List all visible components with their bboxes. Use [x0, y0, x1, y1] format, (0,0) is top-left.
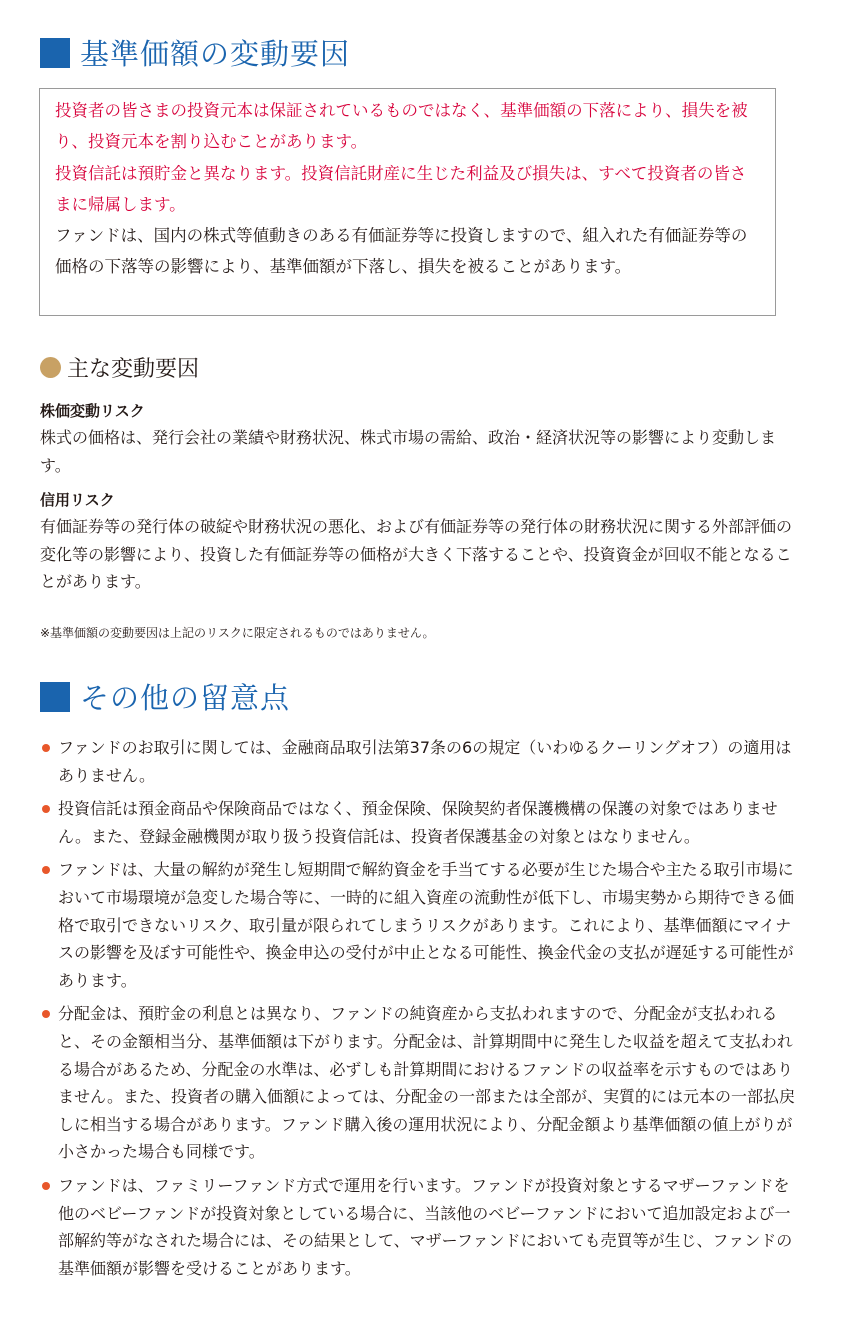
list-item-text: 投資信託は預金商品や保険商品ではなく、預金保険、保険契約者保護機構の保護の対象ではありません。また、登録金融機関が取り扱う投資信託は、投資者保護基金の対象とはなりません。: [58, 799, 778, 846]
section-title-other-notes: [40, 676, 290, 717]
bullet-dot-icon: [42, 1010, 50, 1018]
gold-circle-icon: [40, 357, 61, 378]
list-item-text: 分配金は、預貯金の利息とは異なり、ファンドの純資産から支払われますので、分配金が支払われると、その金額相当分、基準価額は下がります。分配金は、計算期間中に発生した収益を超えて支払われる場合があるため、分配金の水準は、必ずしも計算期間におけるファンドの収益率を示すものではありません。また、投資者の購入価額によっては、分配金の一部または全部が、実質的には元本の一部払戻しに相当する場合があります。ファンド購入後の運用状況により、分配金額より基準価額の値上がりが小さかった場合も同様です。: [58, 1004, 795, 1162]
other-notes-list: [40, 734, 802, 1288]
main-factors-heading: [40, 352, 199, 383]
blue-square-icon: [40, 682, 70, 712]
section-title-fluctuation: [40, 32, 350, 73]
risk-description: 有価証券等の発行体の破綻や財務状況の悪化、および有価証券等の発行体の財務状況に関する外部評価の変化等の影響により、投資した有価証券等の価格が大きく下落することや、投資資金が回収不能となることがあります。: [40, 517, 793, 591]
bullet-dot-icon: [42, 866, 50, 874]
list-item: [40, 795, 802, 850]
risk-notice-box: [39, 88, 776, 316]
list-item-text: ファンドは、大量の解約が発生し短期間で解約資金を手当てする必要が生じた場合や主たる取引市場において市場環境が急変した場合等に、一時的に組入資産の流動性が低下し、市場実勢から期待できる価格で取引できないリスク、取引量が限られてしまうリスクがあります。これにより、基準価額にマイナスの影響を及ぼす可能性や、換金申込の受付が中止となる可能性、換金代金の支払が遅延する可能性があります。: [58, 860, 795, 990]
risk-description: 株式の価格は、発行会社の業績や財務状況、株式市場の需給、政治・経済状況等の影響により変動します。: [40, 428, 777, 475]
risk-name: 株価変動リスク: [40, 402, 145, 420]
bullet-dot-icon: [42, 744, 50, 752]
section-title-text: 基準価額の変動要因: [80, 37, 351, 71]
blue-square-icon: [40, 38, 70, 68]
footnote: ※基準価額の変動要因は上記のリスクに限定されるものではありません。: [40, 626, 435, 640]
list-item: [40, 734, 802, 789]
list-item-text: ファンドは、ファミリーファンド方式で運用を行います。ファンドが投資対象とするマザーファンドを他のベビーファンドが投資対象としている場合に、当該他のベビーファンドにおいて追加設定および一部解約等がなされた場合には、その結果として、マザーファンドにおいても売買等が生じ、ファンドの基準価額が影響を受けることがあります。: [58, 1175, 793, 1278]
notice-fund-investment: ファンドは、国内の株式等値動きのある有価証券等に投資しますので、組入れた有価証券等の価格の下落等の影響により、基準価額が下落し、損失を被ることがあります。: [55, 226, 748, 277]
list-item-text: ファンドのお取引に関しては、金融商品取引法第37条の6の規定（いわゆるクーリングオフ）の適用はありません。: [58, 738, 792, 785]
list-item: [40, 1000, 802, 1166]
notice-not-deposit: 投資信託は預貯金と異なります。投資信託財産に生じた利益及び損失は、すべて投資者の皆さまに帰属します。: [55, 163, 747, 214]
bullet-dot-icon: [42, 805, 50, 813]
list-item: [40, 856, 802, 994]
risk-item-credit: [40, 490, 800, 596]
risk-name: 信用リスク: [40, 491, 115, 509]
notice-principal-not-guaranteed: 投資者の皆さまの投資元本は保証されているものではなく、基準価額の下落により、損失を被り、投資元本を割り込むことがあります。: [55, 101, 748, 152]
risk-item-stock-price: [40, 401, 800, 479]
main-factors-title: 主な変動要因: [67, 357, 200, 382]
section-title-text: その他の留意点: [80, 681, 291, 715]
list-item: [40, 1172, 802, 1282]
bullet-dot-icon: [42, 1182, 50, 1190]
